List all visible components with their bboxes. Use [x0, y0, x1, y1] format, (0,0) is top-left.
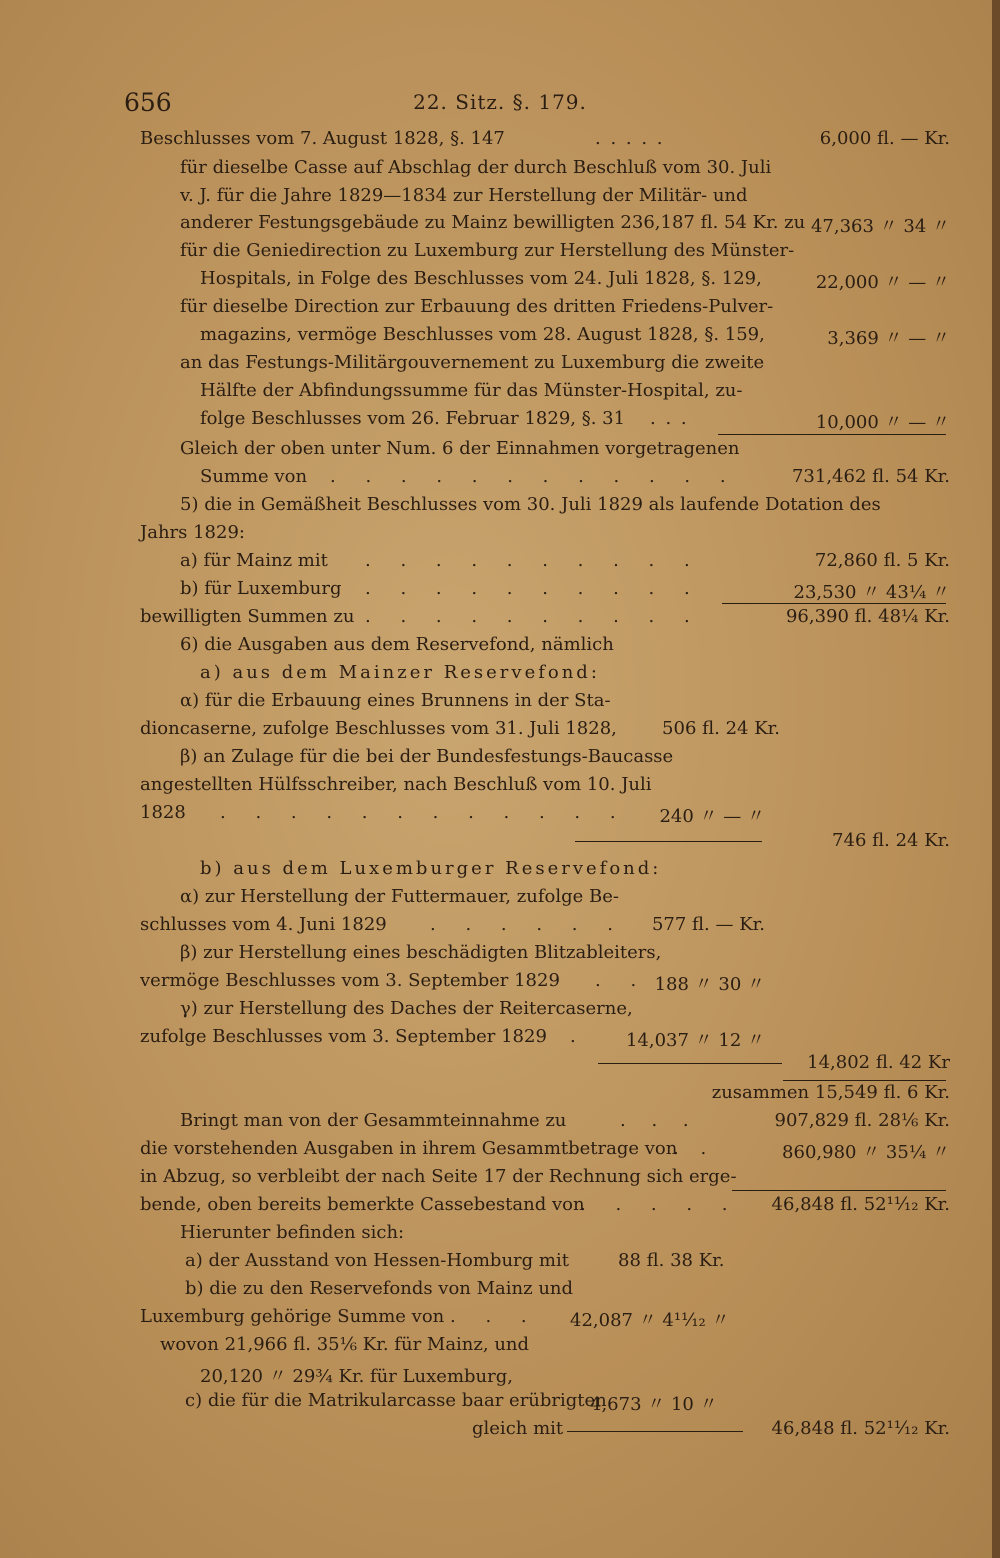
- leader-dots: . . .: [450, 1306, 539, 1327]
- running-title: 22. Sitz. §. 179.: [413, 90, 587, 114]
- leader-dots: . . .: [650, 408, 689, 429]
- text-line: [180, 746, 950, 776]
- amount-value: 10,000 〃 — 〃: [815, 412, 950, 433]
- amount-value: 746 fl. 24 Kr.: [832, 830, 950, 851]
- line-text: folge Beschlusses vom 26. Februar 1829, §. 31: [200, 408, 626, 429]
- sub-amount: 577 fl. — Kr.: [651, 914, 765, 935]
- text-line: [140, 128, 950, 158]
- sum-rule: [718, 434, 946, 435]
- page-edge: [992, 0, 1000, 1558]
- page-header: [0, 88, 1000, 118]
- text-line: [140, 774, 780, 804]
- amount-value: 3,369 〃 — 〃: [827, 328, 950, 349]
- leader-dots: . .: [595, 970, 649, 991]
- line-text: β) an Zulage für die bei der Bundesfestungs-Baucasse: [180, 746, 674, 767]
- text-line: [200, 268, 950, 298]
- line-text: Hierunter befinden sich:: [180, 1222, 405, 1243]
- text-line: [180, 212, 950, 242]
- text-line: [180, 942, 950, 972]
- text-line: [185, 1390, 950, 1420]
- line-text: die vorstehenden Ausgaben in ihrem Gesammtbetrage von: [140, 1138, 678, 1159]
- line-text: wovon 21,966 fl. 35⅙ Kr. für Mainz, und: [160, 1334, 530, 1355]
- text-line: [140, 1052, 950, 1082]
- line-text: b) die zu den Reservefonds von Mainz und: [185, 1278, 574, 1299]
- line-text: angestellten Hülfsschreiber, nach Beschluß vom 10. Juli: [140, 774, 652, 795]
- amount-value: 46,848 fl. 52¹¹⁄₁₂ Kr.: [771, 1418, 950, 1439]
- text-line: [140, 802, 765, 832]
- leader-dots: . . . . . . . . . .: [365, 606, 702, 627]
- line-text: γ) zur Herstellung des Daches der Reitercaserne,: [180, 998, 633, 1019]
- line-text: vermöge Beschlusses vom 3. September 1829: [140, 970, 560, 991]
- line-text: für dieselbe Casse auf Abschlag der durch Beschluß vom 30. Juli: [180, 157, 772, 178]
- sum-rule: [722, 603, 946, 604]
- line-text: a) für Mainz mit: [180, 550, 328, 571]
- text-line: [180, 886, 950, 916]
- text-line: [140, 914, 765, 944]
- sum-rule: [783, 1080, 946, 1081]
- leader-dots: . . . . . . . . . . . .: [330, 466, 738, 487]
- text-line: [180, 157, 950, 187]
- text-line: [180, 690, 950, 720]
- text-line: [472, 1418, 950, 1448]
- text-line: [200, 466, 950, 496]
- leader-dots: . . . . . .: [430, 914, 625, 935]
- text-line: [200, 662, 950, 692]
- line-text: 20,120 〃 29¾ Kr. für Luxemburg,: [200, 1366, 513, 1387]
- line-text: α) zur Herstellung der Futtermauer, zufolge Be-: [180, 886, 619, 907]
- amount-value: 22,000 〃 — 〃: [815, 272, 950, 293]
- line-text: magazins, vermöge Beschlusses vom 28. August 1828, §. 159,: [200, 324, 765, 345]
- leader-dots: . . . . .: [580, 1194, 740, 1215]
- text-line: [160, 1334, 950, 1364]
- amount-value: 6,000 fl. — Kr.: [819, 128, 950, 149]
- text-line: [185, 1278, 950, 1308]
- text-line: [140, 1306, 950, 1336]
- line-text: Summe von: [200, 466, 308, 487]
- text-line: [180, 352, 950, 382]
- amount-value: 14,802 fl. 42 Kr: [807, 1052, 950, 1073]
- line-text: c) die für die Matrikularcasse baar erübrigten: [185, 1390, 607, 1411]
- text-line: [140, 718, 780, 748]
- leader-dots: .: [570, 1026, 578, 1047]
- text-line: [180, 1110, 950, 1140]
- line-text: an das Festungs-Militärgouvernement zu Luxemburg die zweite: [180, 352, 765, 373]
- line-text: v. J. für die Jahre 1829—1834 zur Herstellung der Militär- und: [180, 185, 748, 206]
- line-text: für dieselbe Direction zur Erbauung des dritten Friedens-Pulver-: [180, 296, 774, 317]
- line-text: β) zur Herstellung eines beschädigten Blitzableiters,: [180, 942, 662, 963]
- leader-dots: . .: [673, 1138, 715, 1159]
- line-text: 1828: [140, 802, 186, 823]
- leader-dots: . . . . . . . . . . . .: [220, 802, 628, 823]
- line-text: zufolge Beschlusses vom 3. September 1829: [140, 1026, 547, 1047]
- sub-amount: 240 〃 — 〃: [659, 806, 765, 827]
- line-text: Jahrs 1829:: [140, 522, 245, 543]
- line-text: a) der Ausstand von Hessen-Homburg mit: [185, 1250, 569, 1271]
- text-line: [140, 830, 950, 860]
- line-text: schlusses vom 4. Juni 1829: [140, 914, 387, 935]
- amount-value: 46,848 fl. 52¹¹⁄₁₂ Kr.: [771, 1194, 950, 1215]
- text-line: [200, 1362, 950, 1392]
- text-line: [180, 998, 950, 1028]
- line-text: anderer Festungsgebäude zu Mainz bewilligten 236,187 fl. 54 Kr. zu: [180, 212, 806, 233]
- line-text: Gleich der oben unter Num. 6 der Einnahmen vorgetragenen: [180, 438, 740, 459]
- line-text: α) für die Erbauung eines Brunnens in der Sta-: [180, 690, 611, 711]
- amount-value: 860,980 〃 35¼ 〃: [782, 1142, 950, 1163]
- line-text: Hälfte der Abfindungssumme für das Münster-Hospital, zu-: [200, 380, 743, 401]
- text-line: [140, 522, 950, 552]
- text-line: [180, 185, 950, 215]
- line-text: Hospitals, in Folge des Beschlusses vom 24. Juli 1828, §. 129,: [200, 268, 762, 289]
- amount-value: 907,829 fl. 28⅙ Kr.: [774, 1110, 950, 1131]
- text-line: [180, 494, 950, 524]
- page-number: 656: [124, 88, 172, 117]
- line-text: bewilligten Summen zu: [140, 606, 355, 627]
- line-text: dioncaserne, zufolge Beschlusses vom 31. Juli 1828,: [140, 718, 617, 739]
- line-text: 5) die in Gemäßheit Beschlusses vom 30. Juli 1829 als laufende Dotation des: [180, 494, 881, 515]
- amount-value: 23,530 〃 43¼ 〃: [793, 582, 950, 603]
- amount-value: 96,390 fl. 48¼ Kr.: [785, 606, 950, 627]
- line-text: a) aus dem Mainzer Reservefond:: [200, 662, 600, 683]
- sub-amount: 88 fl. 38 Kr.: [618, 1250, 725, 1271]
- leader-dots: . . . . . . . . . .: [365, 550, 702, 571]
- sub-amount: 188 〃 30 〃: [654, 974, 765, 995]
- leader-dots: . . . . .: [595, 128, 665, 149]
- line-text: Beschlusses vom 7. August 1828, §. 147: [140, 128, 505, 149]
- sum-rule: [567, 1431, 743, 1432]
- line-text: gleich mit: [472, 1418, 564, 1439]
- text-line: [180, 438, 950, 468]
- sub-amount: 14,037 〃 12 〃: [625, 1030, 765, 1051]
- amount-value: 731,462 fl. 54 Kr.: [791, 466, 950, 487]
- text-line: [140, 1194, 950, 1224]
- text-line: [180, 634, 950, 664]
- text-line: [180, 550, 950, 580]
- sub-amount: 506 fl. 24 Kr.: [662, 718, 780, 739]
- leader-dots: . . . . . . . . . .: [365, 578, 702, 599]
- leader-dots: . . .: [620, 1110, 699, 1131]
- text-line: [180, 240, 950, 270]
- line-text: 6) die Ausgaben aus dem Reservefond, nämlich: [180, 634, 614, 655]
- text-line: [140, 606, 950, 636]
- line-text: b) für Luxemburg: [180, 578, 342, 599]
- amount-value: zusammen 15,549 fl. 6 Kr.: [711, 1082, 950, 1103]
- text-line: [185, 1250, 950, 1280]
- text-line: [200, 858, 950, 888]
- amount-value: 47,363 〃 34 〃: [810, 216, 950, 237]
- line-text: in Abzug, so verbleibt der nach Seite 17 der Rechnung sich erge-: [140, 1166, 737, 1187]
- text-line: [140, 1166, 950, 1196]
- sum-rule: [732, 1190, 946, 1191]
- text-line: [200, 324, 950, 354]
- text-line: [140, 970, 765, 1000]
- line-text: bende, oben bereits bemerkte Cassebestand von: [140, 1194, 585, 1215]
- amount-value: 72,860 fl. 5 Kr.: [814, 550, 950, 571]
- text-line: [140, 1082, 950, 1112]
- text-line: [180, 296, 950, 326]
- text-line: [200, 380, 950, 410]
- text-line: [180, 1222, 950, 1252]
- line-text: b) aus dem Luxemburger Reservefond:: [200, 858, 662, 879]
- sub-amount: 4,673 〃 10 〃: [590, 1394, 718, 1415]
- line-text: für die Geniedirection zu Luxemburg zur Herstellung des Münster-: [180, 240, 795, 261]
- line-text: Luxemburg gehörige Summe von: [140, 1306, 445, 1327]
- line-text: Bringt man von der Gesammteinnahme zu: [180, 1110, 567, 1131]
- sub-amount: 42,087 〃 4¹¹⁄₁₂ 〃: [570, 1310, 730, 1331]
- text-line: [140, 1138, 950, 1168]
